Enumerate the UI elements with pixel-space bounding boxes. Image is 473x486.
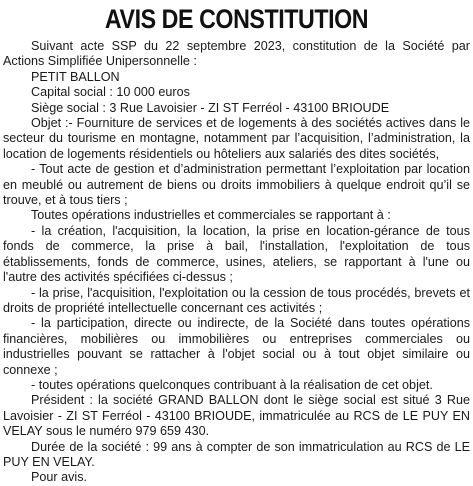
operations-item: - la prise, l'acquisition, l'exploitation ou la cession de tous procédés, brevets et droits de propriété intellectuelle concernant ces activités ; (3, 285, 470, 315)
closing-line: Pour avis. (31, 470, 87, 485)
seat-line: Siège social : 3 Rue Lavoisier - ZI ST Ferréol - 43100 BRIOUDE (31, 100, 390, 115)
operations-intro: Toutes opérations industrielles et commerciales se rapportant à : (31, 208, 391, 223)
operations-item: - la création, l'acquisition, la location, la prise en location-gérance de tous fonds de commerce, la prise à bail, l'installation, l'exploitation de tous établissements, fonds de commerce, usines, ateliers, se rapportant à l'une ou l'autre des activités spécifiées ci-dessus ; (3, 223, 470, 285)
object-item: - Tout acte de gestion et d’administration permettant l’exploitation par location en meublé ou autrement de biens ou droits immobiliers à quelque endroit qu’il se trouve, et à tous tiers ; (3, 162, 470, 208)
duration-paragraph: Durée de la société : 99 ans à compter de son immatriculation au RCS de LE PUY EN VELAY. (3, 439, 470, 469)
object-paragraph: Objet :- Fourniture de services et de logements à des sociétés actives dans le secteur du tourisme en montagne, notamment par l’acquisition, l’administration, la location de logements résidentiels ou hôteliers aux salariés des dites sociétés, (3, 116, 470, 161)
president-paragraph: Président : la société GRAND BALLON dont le siège social est situé 3 Rue Lavoisier - ZI ST Ferréol - 43100 BRIOUDE, immatriculée au RCS de LE PUY EN VELAY sous le numéro 979 659 430. (3, 393, 470, 439)
intro-paragraph: Suivant acte SSP du 22 septembre 2023, constitution de la Société par Actions Simplifiée Unipersonnelle : (3, 39, 470, 69)
operations-item: - la participation, directe ou indirecte, de la Société dans toutes opérations financières, mobilières ou immobilières ou entreprises commerciales ou industrielles pouvant se rattacher à l'objet social ou à tout objet similaire ou connexe ; (3, 316, 470, 377)
operations-item: - toutes opérations quelconques contribuant à la réalisation de cet objet. (31, 377, 433, 392)
notice-title: AVIS DE CONSTITUTION (104, 4, 369, 34)
capital-line: Capital social : 10 000 euros (31, 85, 190, 100)
company-name: PETIT BALLON (31, 69, 120, 84)
